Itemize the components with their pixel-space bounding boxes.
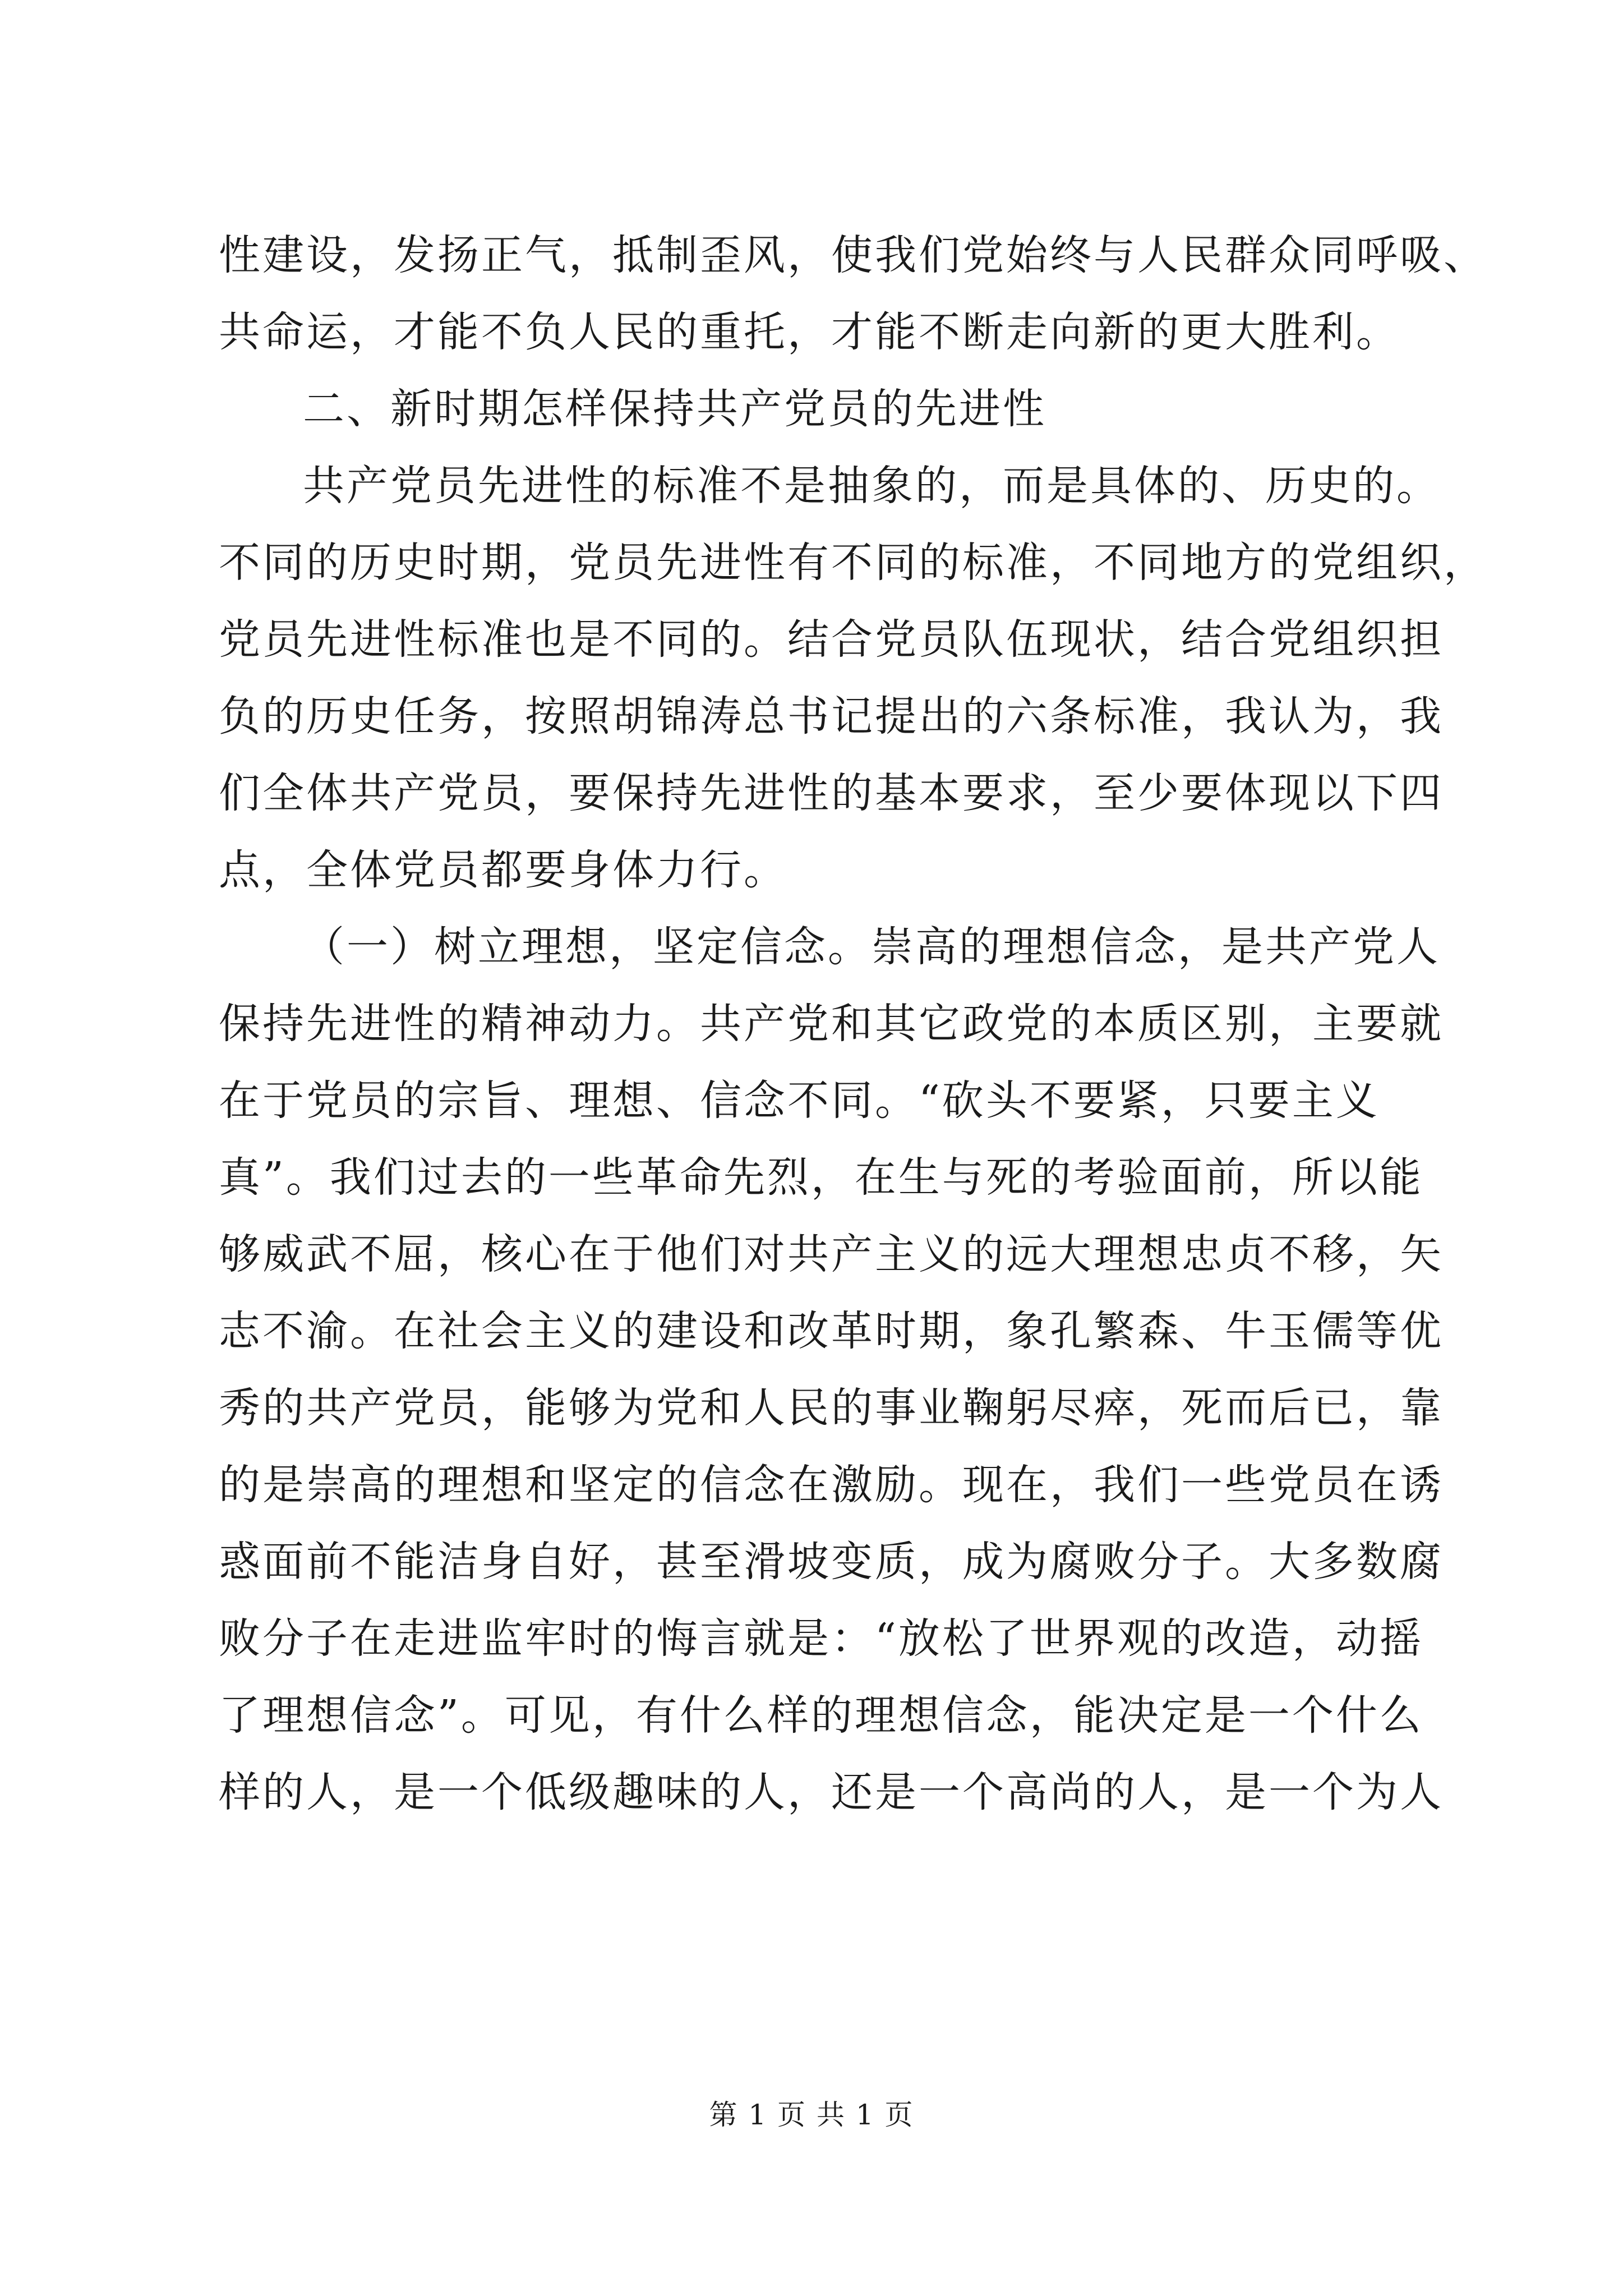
- text-line-7: 负的历史任务，按照胡锦涛总书记提出的六条标准，我认为，我: [219, 692, 1444, 740]
- text-line-18: 惑面前不能洁身自好，甚至滑坡变质，成为腐败分子。大多数腐: [219, 1538, 1444, 1586]
- text-line-1: 性建设，发扬正气，抵制歪风，使我们党始终与人民群众同呼吸、: [219, 231, 1487, 279]
- text-line-8: 们全体共产党员，要保持先进性的基本要求，至少要体现以下四: [219, 769, 1444, 817]
- page-footer: 第 1 页 共 1 页: [709, 2099, 914, 2131]
- text-line-15: 志不渝。在社会主义的建设和改革时期，象孔繁森、牛玉儒等优: [219, 1307, 1444, 1355]
- text-line-9: 点，全体党员都要身体力行。: [219, 846, 787, 894]
- text-line-6: 党员先进性标准也是不同的。结合党员队伍现状，结合党组织担: [219, 615, 1444, 664]
- section-heading: 二、新时期怎样保持共产党员的先进性: [303, 385, 1046, 433]
- text-line-4: 共产党员先进性的标准不是抽象的，而是具体的、历史的。: [303, 462, 1440, 510]
- text-line-2: 共命运，才能不负人民的重托，才能不断走向新的更大胜利。: [219, 308, 1400, 356]
- text-line-13: 真”。我们过去的一些革命先烈，在生与死的考验面前，所以能: [219, 1153, 1423, 1202]
- text-line-20: 了理想信念”。可见，有什么样的理想信念，能决定是一个什么: [219, 1691, 1423, 1740]
- text-line-21: 样的人，是一个低级趣味的人，还是一个高尚的人，是一个为人: [219, 1768, 1444, 1816]
- text-line-19: 败分子在走进监牢时的悔言就是：“放松了世界观的改造，动摇: [219, 1614, 1423, 1663]
- text-line-17: 的是崇高的理想和坚定的信念在激励。现在，我们一些党员在诱: [219, 1461, 1444, 1509]
- text-line-12: 在于党员的宗旨、理想、信念不同。“砍头不要紧，只要主义: [219, 1076, 1380, 1125]
- text-line-11: 保持先进性的精神动力。共产党和其它政党的本质区别，主要就: [219, 1000, 1444, 1048]
- text-line-16: 秀的共产党员，能够为党和人民的事业鞠躬尽瘁，死而后已，靠: [219, 1384, 1444, 1432]
- text-line-14: 够威武不屈，核心在于他们对共产主义的远大理想忠贞不移，矢: [219, 1230, 1444, 1278]
- text-line-5: 不同的历史时期，党员先进性有不同的标准，不同地方的党组织，: [219, 539, 1487, 587]
- subsection-heading-line: （一）树立理想，坚定信念。崇高的理想信念，是共产党人: [303, 923, 1440, 971]
